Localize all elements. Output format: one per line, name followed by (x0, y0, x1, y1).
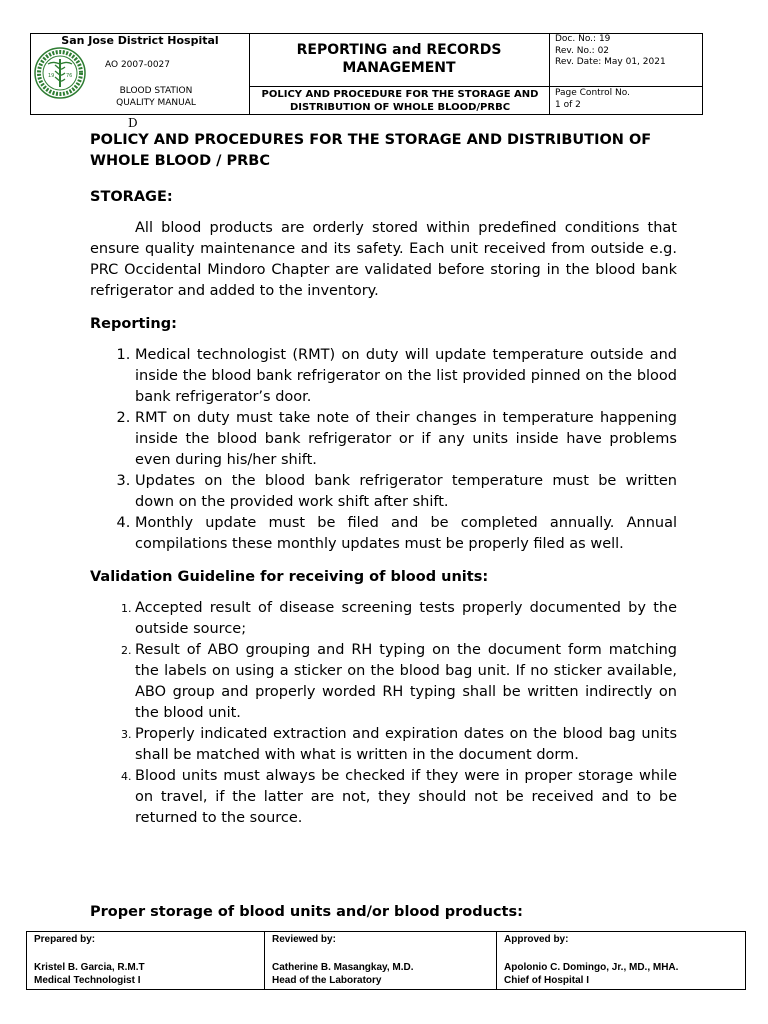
header-divider (549, 34, 550, 114)
ao-number: AO 2007-0027 (105, 60, 170, 70)
list-item: 1. Accepted result of disease screening tests properly documented by the outside source; (135, 598, 677, 640)
svg-text:76: 76 (66, 73, 73, 79)
list-item: 4. Blood units must always be checked if they were in proper storage while on travel, if the latter are not, they should not be received and to be returned to the source. (135, 766, 677, 829)
list-item: 2. RMT on duty must take note of their changes in temperature happening inside the blood bank refrigerator or if any units inside have problems even during his/her shift. (135, 408, 677, 471)
header-title: REPORTING and RECORDS MANAGEMENT (296, 42, 502, 76)
proper-storage-heading: Proper storage of blood units and/or blood products: (90, 904, 523, 920)
page-number: 1 of 2 (555, 99, 581, 110)
revision-number: Rev. No.: 02 (555, 45, 610, 56)
signature-cell-reviewed: Reviewed by: Catherine B. Masangkay, M.D. Head of the Laboratory (264, 932, 497, 989)
page-control-info (555, 88, 630, 111)
list-item: 1. Medical technologist (RMT) on duty will update temperature outside and inside the blood bank refrigerator on the list provided pinned on the blood bank refrigerator’s door. (135, 345, 677, 408)
header-subtitle: POLICY AND PROCEDURE FOR THE STORAGE AND DISTRIBUTION OF WHOLE BLOOD/PRBC (261, 89, 539, 113)
stray-mark: D (128, 116, 138, 130)
reporting-list (90, 345, 677, 555)
signature-cell-prepared: Prepared by: Kristel B. Garcia, R.M.T Medical Technologist I (34, 934, 145, 986)
document-title: POLICY AND PROCEDURES FOR THE STORAGE AND DISTRIBUTION OF WHOLE BLOOD / PRBC (90, 132, 652, 169)
svg-text:19: 19 (48, 73, 55, 79)
doc-number: Doc. No.: 19 (555, 34, 611, 44)
revision-date: Rev. Date: May 01, 2021 (555, 57, 666, 67)
list-item: 3. Properly indicated extraction and expiration dates on the blood bag units shall be matched with what is written in the document dorm. (135, 724, 677, 766)
hospital-name: San Jose District Hospital (61, 34, 219, 47)
signature-table (26, 931, 746, 990)
list-item: 2. Result of ABO grouping and RH typing on the document form matching the labels on using a sticker on the blood bag unit. If no sticker available, ABO group and properly worded RH typing shall be written indirectly on the blood unit. (135, 640, 677, 724)
document-control-info (555, 34, 666, 69)
header-divider (249, 86, 702, 87)
station-label: BLOOD STATION QUALITY MANUAL (116, 86, 196, 108)
validation-list (90, 598, 677, 829)
storage-paragraph: All blood products are orderly stored within predefined conditions that ensure quality maintenance and its safety. Each unit received from outside e.g. PRC Occidental Mindoro Chapter are validated before storing in the blood bank refrigerator and added to the inventory. (90, 220, 677, 299)
signature-cell-approved: Approved by: Apolonio C. Domingo, Jr., MD., MHA. Chief of Hospital I (496, 932, 746, 989)
page-control-label: Page Control No. (555, 88, 630, 98)
storage-heading: STORAGE: (90, 189, 173, 205)
document-body (90, 130, 677, 841)
reporting-heading: Reporting: (90, 316, 177, 332)
hospital-seal-icon (34, 47, 86, 99)
document-header (30, 33, 703, 115)
list-item: 4. Monthly update must be filed and be completed annually. Annual compilations these monthly updates must be properly filed as well. (135, 513, 677, 555)
list-item: 3. Updates on the blood bank refrigerator temperature must be written down on the provided work shift after shift. (135, 471, 677, 513)
validation-heading: Validation Guideline for receiving of blood units: (90, 569, 489, 585)
